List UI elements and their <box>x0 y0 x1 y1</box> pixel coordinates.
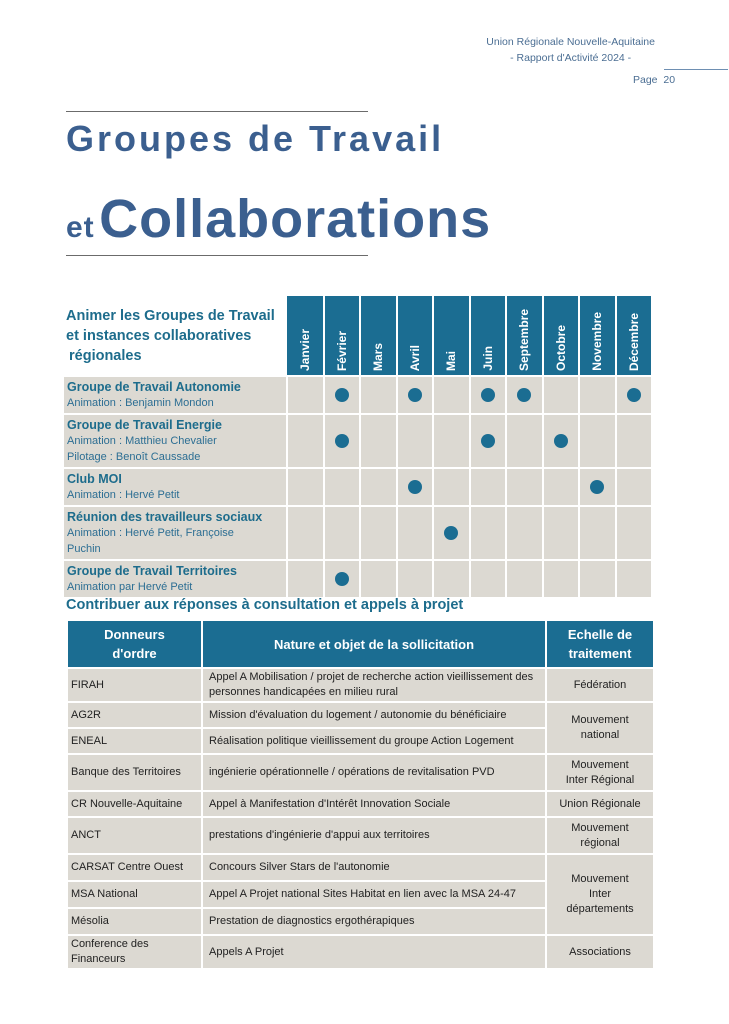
page-header <box>486 34 655 66</box>
schedule-body <box>64 376 652 597</box>
group-detail: Animation : Matthieu Chevalier <box>67 435 217 447</box>
page-title-line1: Groupes de Travail <box>66 118 445 159</box>
group-detail: Animation : Benjamin Mondon <box>67 397 214 409</box>
group-detail: Animation par Hervé Petit <box>67 581 193 593</box>
month-label: Mai <box>444 350 459 371</box>
schedule-row <box>64 468 652 506</box>
donneur-cell: CR Nouvelle-Aquitaine <box>67 791 202 817</box>
meeting-dot-icon <box>408 480 422 494</box>
month-header <box>397 296 434 376</box>
group-detail: Pilotage : Benoît Caussade <box>67 451 201 463</box>
month-cell <box>579 414 616 468</box>
group-name: Groupe de Travail Energie <box>67 418 222 432</box>
header-org: Union Régionale Nouvelle-Aquitaine <box>486 36 655 48</box>
schedule-heading-line: Animer les Groupes de Travail <box>66 307 275 324</box>
donneur-cell: Conference des Financeurs <box>67 935 202 969</box>
month-cell <box>616 414 653 468</box>
group-detail: Animation : Hervé Petit <box>67 489 180 501</box>
month-cell <box>287 468 324 506</box>
column-header-echelle: Echelle de traitement <box>546 620 654 668</box>
meeting-dot-icon <box>627 388 641 402</box>
consultation-header-row <box>67 620 654 668</box>
month-cell <box>470 468 507 506</box>
month-cell <box>616 376 653 414</box>
echelle-cell: Union Régionale <box>546 791 654 817</box>
group-name: Réunion des travailleurs sociaux <box>67 510 263 524</box>
donneur-cell: CARSAT Centre Ouest <box>67 854 202 881</box>
group-name: Club MOI <box>67 472 122 486</box>
meeting-dot-icon <box>335 388 349 402</box>
month-label: Janvier <box>297 328 312 371</box>
month-cell <box>360 506 397 560</box>
consultation-heading: Contribuer aux réponses à consultation et appels à projet <box>66 597 464 613</box>
page-title-line2 <box>66 188 491 250</box>
nature-cell: prestations d'ingénierie d'appui aux territoires <box>202 817 546 854</box>
meeting-dot-icon <box>408 388 422 402</box>
column-header-nature: Nature et objet de la sollicitation <box>202 620 546 668</box>
month-cell <box>470 414 507 468</box>
page-label: Page <box>633 74 658 86</box>
schedule-heading <box>64 296 287 376</box>
donneur-cell: MSA National <box>67 881 202 908</box>
month-cell <box>579 506 616 560</box>
echelle-cell: Associations <box>546 935 654 969</box>
month-cell <box>324 560 361 597</box>
month-cell <box>433 414 470 468</box>
month-label: Février <box>334 330 349 371</box>
month-label: Avril <box>407 344 422 371</box>
group-cell <box>64 414 287 468</box>
month-header <box>543 296 580 376</box>
nature-cell: Appel A Mobilisation / projet de recherche action vieillissement des personnes handicapées en milieu rural <box>202 668 546 702</box>
page-number <box>633 74 675 86</box>
month-cell <box>470 560 507 597</box>
echelle-cell: Mouvement régional <box>546 817 654 854</box>
month-label: Novembre <box>590 312 605 371</box>
month-cell <box>543 560 580 597</box>
meeting-dot-icon <box>335 572 349 586</box>
month-cell <box>543 506 580 560</box>
month-header <box>360 296 397 376</box>
month-cell <box>543 468 580 506</box>
schedule-heading-line: et instances collaboratives <box>66 327 252 344</box>
month-cell <box>579 468 616 506</box>
month-header <box>579 296 616 376</box>
month-cell <box>470 506 507 560</box>
donneur-cell: ENEAL <box>67 728 202 754</box>
month-header <box>470 296 507 376</box>
month-cell <box>506 560 543 597</box>
group-detail: Animation : Hervé Petit, Françoise <box>67 527 234 539</box>
month-label: Décembre <box>626 312 641 371</box>
echelle-cell: Mouvement national <box>546 702 654 754</box>
nature-cell: Appel A Projet national Sites Habitat en lien avec la MSA 24-47 <box>202 881 546 908</box>
month-cell <box>397 560 434 597</box>
month-cell <box>397 506 434 560</box>
nature-cell: Appel à Manifestation d'Intérêt Innovation Sociale <box>202 791 546 817</box>
schedule-row <box>64 376 652 414</box>
schedule-header-row <box>64 296 652 376</box>
month-cell <box>433 506 470 560</box>
month-cell <box>579 376 616 414</box>
donneur-cell: FIRAH <box>67 668 202 702</box>
schedule-row <box>64 506 652 560</box>
month-label: Octobre <box>553 324 568 371</box>
month-label: Septembre <box>517 308 532 371</box>
group-cell <box>64 506 287 560</box>
month-header <box>506 296 543 376</box>
table-row <box>67 854 654 881</box>
month-cell <box>397 468 434 506</box>
month-cell <box>543 376 580 414</box>
nature-cell: ingénierie opérationnelle / opérations de revitalisation PVD <box>202 754 546 791</box>
group-cell <box>64 560 287 597</box>
group-detail: Puchin <box>67 543 101 555</box>
month-cell <box>360 414 397 468</box>
month-cell <box>470 376 507 414</box>
month-cell <box>287 414 324 468</box>
table-row <box>67 702 654 728</box>
group-cell <box>64 376 287 414</box>
month-cell <box>433 376 470 414</box>
month-header <box>287 296 324 376</box>
month-cell <box>506 468 543 506</box>
month-header <box>433 296 470 376</box>
nature-cell: Appels A Projet <box>202 935 546 969</box>
consultation-table <box>66 619 655 970</box>
month-cell <box>579 560 616 597</box>
nature-cell: Mission d'évaluation du logement / autonomie du bénéficiaire <box>202 702 546 728</box>
table-row <box>67 754 654 791</box>
header-divider <box>664 69 728 70</box>
group-name: Groupe de Travail Autonomie <box>67 380 241 394</box>
month-cell <box>616 506 653 560</box>
month-cell <box>360 376 397 414</box>
echelle-cell: Mouvement Inter départements <box>546 854 654 935</box>
title-collaborations: Collaborations <box>99 189 492 249</box>
month-cell <box>360 560 397 597</box>
month-cell <box>287 376 324 414</box>
month-cell <box>506 376 543 414</box>
title-rule-top <box>66 111 368 112</box>
donneur-cell: AG2R <box>67 702 202 728</box>
schedule-row <box>64 560 652 597</box>
nature-cell: Prestation de diagnostics ergothérapiques <box>202 908 546 935</box>
nature-cell: Concours Silver Stars de l'autonomie <box>202 854 546 881</box>
donneur-cell: Mésolia <box>67 908 202 935</box>
month-cell <box>360 468 397 506</box>
meeting-dot-icon <box>481 388 495 402</box>
meeting-dot-icon <box>481 434 495 448</box>
table-row <box>67 791 654 817</box>
month-header <box>616 296 653 376</box>
month-cell <box>616 468 653 506</box>
header-report: - Rapport d'Activité 2024 - <box>510 52 632 64</box>
month-cell <box>433 560 470 597</box>
table-row <box>67 817 654 854</box>
group-name: Groupe de Travail Territoires <box>67 564 237 578</box>
month-cell <box>324 468 361 506</box>
month-cell <box>506 506 543 560</box>
title-et: et <box>66 211 95 244</box>
meeting-dot-icon <box>590 480 604 494</box>
month-label: Mars <box>371 342 386 371</box>
group-cell <box>64 468 287 506</box>
column-header-donneurs: Donneurs d'ordre <box>67 620 202 668</box>
month-cell <box>397 414 434 468</box>
meeting-dot-icon <box>444 526 458 540</box>
meeting-dot-icon <box>335 434 349 448</box>
month-cell <box>287 560 324 597</box>
month-cell <box>324 506 361 560</box>
page-number-value: 20 <box>663 74 676 86</box>
working-groups-schedule <box>64 296 653 597</box>
echelle-cell: Fédération <box>546 668 654 702</box>
month-cell <box>506 414 543 468</box>
nature-cell: Réalisation politique vieillissement du groupe Action Logement <box>202 728 546 754</box>
month-cell <box>397 376 434 414</box>
month-cell <box>543 414 580 468</box>
month-cell <box>287 506 324 560</box>
month-cell <box>616 560 653 597</box>
table-row <box>67 668 654 702</box>
month-cell <box>324 376 361 414</box>
donneur-cell: ANCT <box>67 817 202 854</box>
month-cell <box>324 414 361 468</box>
table-row <box>67 935 654 969</box>
schedule-row <box>64 414 652 468</box>
meeting-dot-icon <box>517 388 531 402</box>
month-header <box>324 296 361 376</box>
title-rule-bottom <box>66 255 368 256</box>
schedule-heading-line: régionales <box>69 347 142 364</box>
month-label: Juin <box>480 346 495 371</box>
meeting-dot-icon <box>554 434 568 448</box>
echelle-cell: Mouvement Inter Régional <box>546 754 654 791</box>
donneur-cell: Banque des Territoires <box>67 754 202 791</box>
month-cell <box>433 468 470 506</box>
